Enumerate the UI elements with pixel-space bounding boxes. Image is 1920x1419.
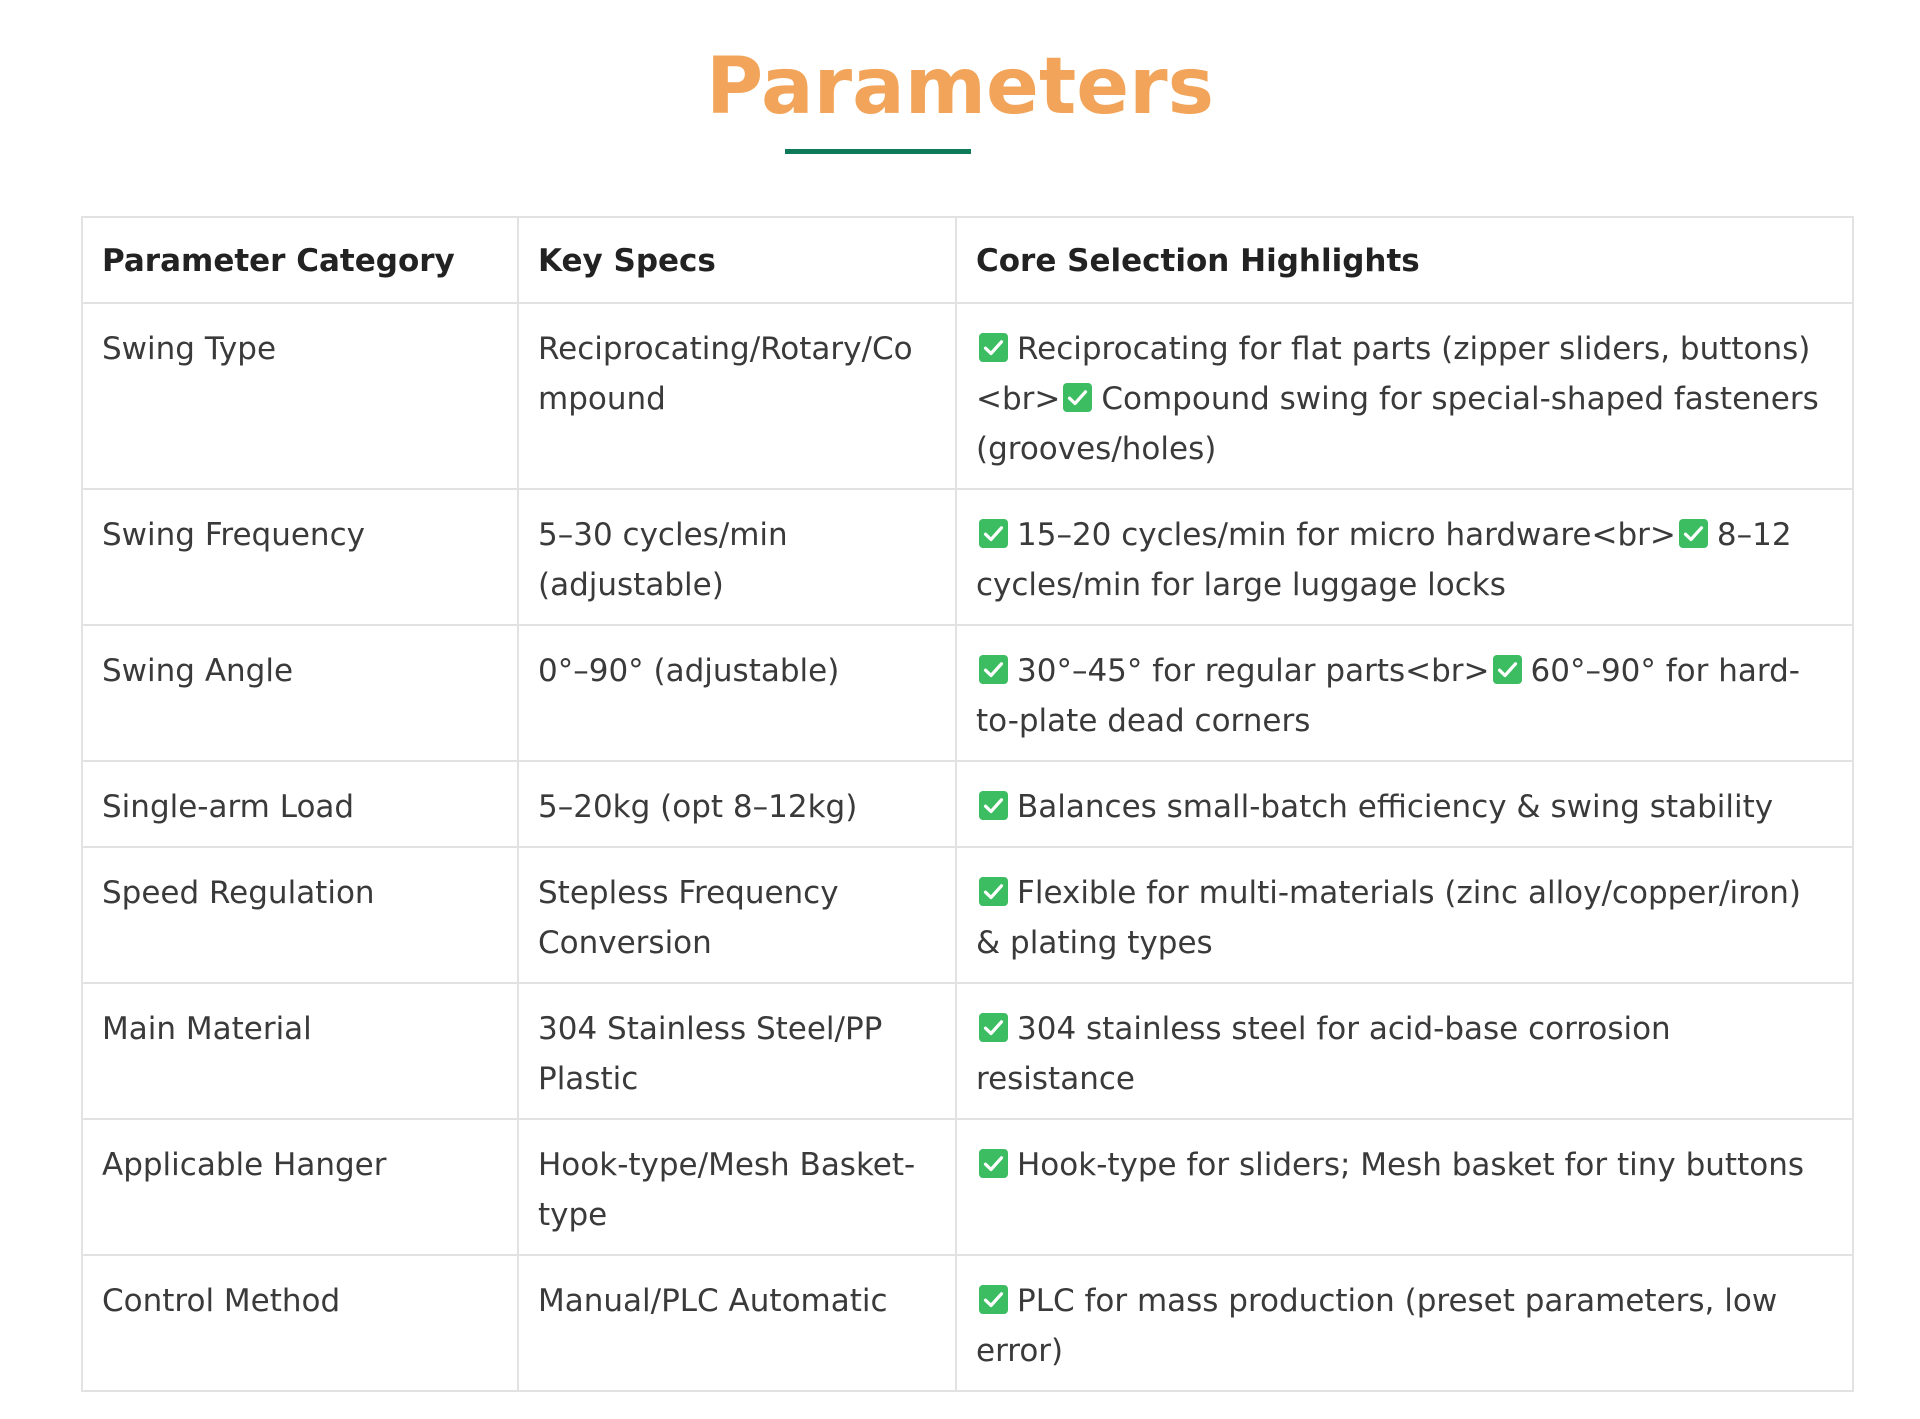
check-box-icon bbox=[1493, 655, 1522, 684]
cell-core-selection-highlights bbox=[956, 489, 1853, 625]
header-core-selection-highlights: Core Selection Highlights bbox=[956, 217, 1853, 303]
table-body bbox=[82, 303, 1853, 1391]
cell-parameter-category: Control Method bbox=[82, 1255, 518, 1391]
cell-key-specs: 5–30 cycles/min (adjustable) bbox=[518, 489, 956, 625]
cell-core-selection-highlights bbox=[956, 1255, 1853, 1391]
highlight-text: PLC for mass production (preset parameters, low error) bbox=[976, 1283, 1778, 1369]
table-row bbox=[82, 303, 1853, 489]
table-header-row bbox=[82, 217, 1853, 303]
cell-parameter-category: Swing Angle bbox=[82, 625, 518, 761]
check-box-icon bbox=[979, 333, 1008, 362]
header-key-specs: Key Specs bbox=[518, 217, 956, 303]
parameters-table bbox=[81, 216, 1854, 1392]
highlight-text: 304 stainless steel for acid-base corrosion resistance bbox=[976, 1011, 1671, 1097]
highlight-text: 30°–45° for regular parts<br> bbox=[1017, 653, 1490, 689]
highlight-text: Balances small-batch efficiency & swing stability bbox=[1017, 789, 1774, 825]
highlight-text: Flexible for multi-materials (zinc alloy/copper/iron) & plating types bbox=[976, 875, 1801, 961]
cell-parameter-category: Speed Regulation bbox=[82, 847, 518, 983]
table-row bbox=[82, 489, 1853, 625]
cell-key-specs: 5–20kg (opt 8–12kg) bbox=[518, 761, 956, 847]
cell-key-specs: Manual/PLC Automatic bbox=[518, 1255, 956, 1391]
check-box-icon bbox=[1063, 383, 1092, 412]
highlight-text: 15–20 cycles/min for micro hardware<br> bbox=[1017, 517, 1676, 553]
cell-parameter-category: Swing Type bbox=[82, 303, 518, 489]
cell-core-selection-highlights bbox=[956, 625, 1853, 761]
cell-core-selection-highlights bbox=[956, 303, 1853, 489]
cell-parameter-category: Swing Frequency bbox=[82, 489, 518, 625]
table-row bbox=[82, 1119, 1853, 1255]
cell-core-selection-highlights bbox=[956, 847, 1853, 983]
check-box-icon bbox=[1679, 519, 1708, 548]
check-box-icon bbox=[979, 519, 1008, 548]
header-parameter-category: Parameter Category bbox=[82, 217, 518, 303]
cell-key-specs: Stepless Frequency Conversion bbox=[518, 847, 956, 983]
table-row bbox=[82, 1255, 1853, 1391]
highlight-text: 60°–90° for hard-to-plate dead corners bbox=[976, 653, 1800, 739]
cell-core-selection-highlights bbox=[956, 1119, 1853, 1255]
cell-key-specs: 0°–90° (adjustable) bbox=[518, 625, 956, 761]
title-underline bbox=[785, 149, 971, 154]
check-box-icon bbox=[979, 1149, 1008, 1178]
check-box-icon bbox=[979, 655, 1008, 684]
highlight-text: Reciprocating for flat parts (zipper sliders, buttons)<br> bbox=[976, 331, 1811, 417]
table-row bbox=[82, 625, 1853, 761]
highlight-text: Compound swing for special-shaped fasteners (grooves/holes) bbox=[976, 381, 1819, 467]
check-box-icon bbox=[979, 877, 1008, 906]
cell-parameter-category: Single-arm Load bbox=[82, 761, 518, 847]
cell-parameter-category: Applicable Hanger bbox=[82, 1119, 518, 1255]
cell-parameter-category: Main Material bbox=[82, 983, 518, 1119]
table-row bbox=[82, 983, 1853, 1119]
table-row bbox=[82, 761, 1853, 847]
highlight-text: Hook-type for sliders; Mesh basket for tiny buttons bbox=[1017, 1147, 1805, 1183]
cell-core-selection-highlights bbox=[956, 761, 1853, 847]
check-box-icon bbox=[979, 1013, 1008, 1042]
cell-key-specs: Hook-type/Mesh Basket-type bbox=[518, 1119, 956, 1255]
page-title: Parameters bbox=[705, 42, 1215, 132]
highlight-text: 8–12 cycles/min for large luggage locks bbox=[976, 517, 1792, 603]
cell-key-specs: Reciprocating/Rotary/Compound bbox=[518, 303, 956, 489]
cell-core-selection-highlights bbox=[956, 983, 1853, 1119]
cell-key-specs: 304 Stainless Steel/PP Plastic bbox=[518, 983, 956, 1119]
check-box-icon bbox=[979, 791, 1008, 820]
table-row bbox=[82, 847, 1853, 983]
check-box-icon bbox=[979, 1285, 1008, 1314]
